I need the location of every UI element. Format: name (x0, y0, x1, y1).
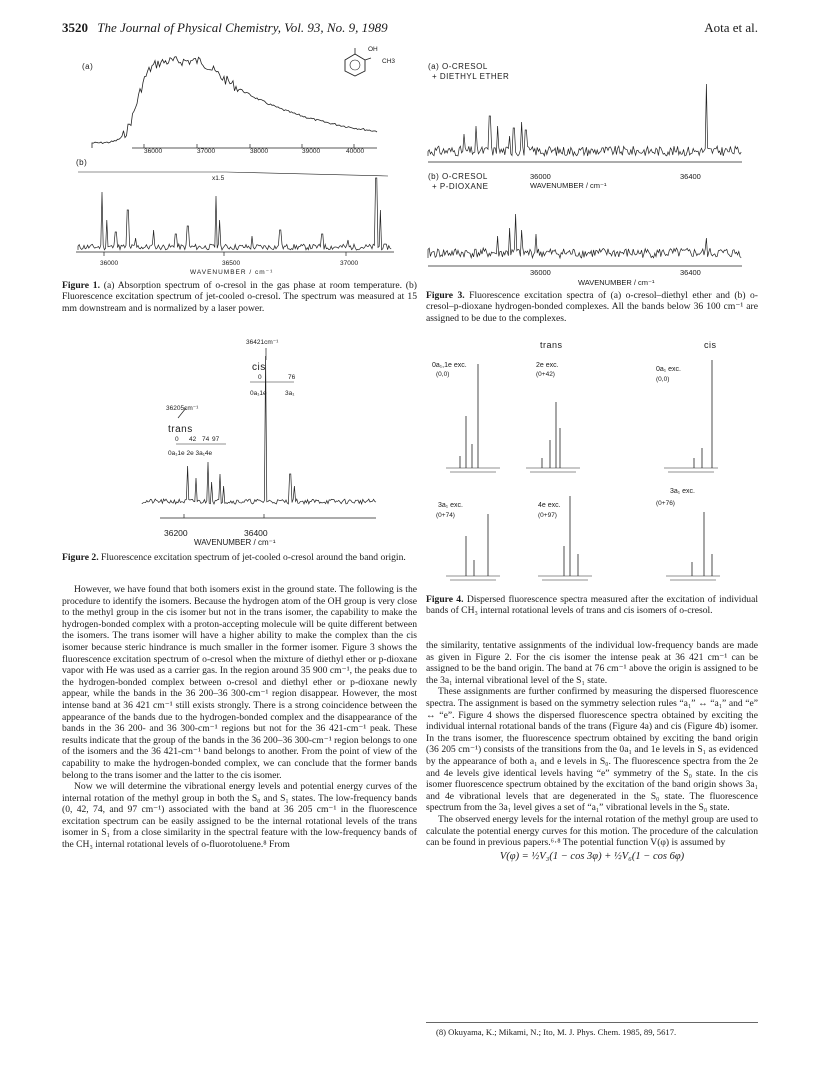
fig4-panel-sub: (0,0) (436, 371, 450, 378)
authors: Aota et al. (704, 20, 758, 35)
fig3b-trace (428, 214, 741, 258)
fig2-xlabel: WAVENUMBER / cm⁻¹ (194, 538, 276, 547)
fig4-caption (426, 594, 758, 617)
fig4-panel-title: 3a₁ exc. (438, 502, 463, 509)
fig1a-tick-label: 40000 (346, 148, 365, 155)
fig3a-spectrum (426, 78, 744, 174)
fig4-panel-sub: (0+76) (656, 500, 675, 507)
page-header (62, 20, 388, 36)
fig1a-tick-label: 37000 (197, 148, 216, 155)
fig2-trans-tick: 42 (189, 436, 197, 443)
fig4-panel-sub: (0+97) (538, 512, 557, 519)
fig3-tick-label: 36400 (680, 268, 701, 277)
paragraph: The observed energy levels for the internal rotation of the methyl group are used to calculate the potential energy curves for this motion. The procedure of the calculation can be found in previous papers.⁶·⁸ The potential function V(φ) is assumed by (426, 813, 758, 849)
fig1-panel-b-label: (b) (76, 158, 88, 167)
fig2-trans-tick: 0 (175, 436, 179, 443)
fig1-caption-label: Figure 1. (62, 280, 100, 291)
fig2-tick-label: 36400 (244, 528, 268, 538)
fig2-trans-tick: 74 (202, 436, 210, 443)
footnote-divider (426, 1022, 758, 1023)
fig2-cis-position: 36421cm⁻¹ (246, 339, 279, 346)
fig3-tick-label: 36000 (530, 268, 551, 277)
fig1a-tick-label: 39000 (302, 148, 321, 155)
fig4-panel-sub: (0+74) (436, 512, 455, 519)
reference: (8) Okuyama, K.; Mikami, N.; Ito, M. J. Phys. Chem. 1985, 89, 5617. (436, 1027, 677, 1037)
page-number: 3520 (62, 20, 88, 35)
fig3-caption-text: Fluorescence excitation spectra of (a) o-cresol–diethyl ether and (b) o-cresol–p-dioxane hydrogen-bonded complexes. All the bands below 36 100 cm⁻¹ are assigned to be due to the complexes. (426, 290, 758, 324)
fig1b-tick-label: 37000 (340, 260, 359, 267)
fig4-panel-title: 4e exc. (538, 502, 561, 509)
fig1-xlabel: WAVENUMBER / cm⁻¹ (190, 269, 274, 276)
fig4-dispersed-spectra (426, 350, 756, 594)
fig3-panel-b-line2: + P-DIOXANE (432, 182, 489, 191)
fig4-panel-title: 2e exc. (536, 362, 559, 369)
fig1b-trace (78, 178, 391, 250)
fig1b-scale-bracket (226, 172, 388, 176)
fig4-panel-title: 0a₁,1e exc. (432, 362, 467, 369)
paragraph: These assignments are further confirmed by measuring the dispersed fluorescence spectra. The assignment is based on the symmetry selection rules “a₁” ↔ “a₁” and “e” ↔ “e”. Figure 4 shows the dispersed fluorescence spectra obtained by exciting the individual internal rotational bands of the trans (Figure 4a) and cis (Figure 4b) isomer. In the trans isomer, the fluorescence spectrum obtained by exciting the band origin (36 205 cm⁻¹) consists of the transitions from the 0a₁ and 1e levels in S₁ as evidenced by the appearance of both a₁ and e levels in S₀. The fluorescence spectra from the 2e and 4e levels give identical levels having “e” symmetry of the S₀ state. In the cis isomer fluorescence spectrum obtained by the excitation of the band origin shows 3a₁ and 4e vibrational levels that are degenerated in the S₀ state. The fluorescence spectrum from the 3a₁ level gives a set of “a₁” vibrational levels in the S₀ state. (426, 686, 758, 814)
fig4-cis-label: cis (704, 340, 717, 350)
paragraph: However, we have found that both isomers exist in the ground state. The following is the procedure to identify the isomers. Because the hydrogen atom of the OH group is very close to the methyl group in the cis isomer but not in the trans isomer, the capability to make the hydrogen-bonded complex with a proton-accepting molecule will be quite different between the isomers. The trans isomer will have a higher ability to make the complex than the cis isomer because steric hindrance is much smaller in the former isomer. Figure 3 shows the fluorescence excitation spectrum of o-cresol when the mixture of diethyl ether or p-dioxane vapor with He was used as a carrier gas. In the region around 35 900 cm⁻¹, the peaks due to the hydrogen-bonded complex between o-cresol and diethyl ether or p-dioxane newly appear, while the bands in the 36 200–36 300-cm⁻¹ region disappear. However, the most intense band at 36 421 cm⁻¹ still exists strongly. There is a strong coincidence between the appearance of the bands due to the hydrogen-bonded complex and the disappearance of the bands in the 36 200- and 36 300-cm⁻¹ regions but not for the 36 421-cm⁻¹ peak. These results indicate that the group of the bands in the 36 200–36 300-cm⁻¹ region belongs to one of the isomers and the 36 421-cm⁻¹ band belongs to another. From the point of view of the capability to make the hydrogen-bonded complex, we can conclude that the former bands belong to the trans isomer and the latter to the cis isomer. (62, 584, 417, 781)
fig1-excitation-spectrum (76, 166, 394, 258)
fig2-trans-tick: 97 (212, 436, 220, 443)
fig1-absorption-spectrum (82, 48, 382, 163)
fig2-trans-bands: 0a₁1e 2e 3a₁4e (168, 450, 213, 457)
fig4-caption-text: Dispersed fluorescence spectra measured after the excitation of individual bands of CH₃ internal rotational levels of trans and cis isomers of o-cresol. (426, 594, 758, 617)
fig4-panel-sub: (0,0) (656, 376, 670, 383)
fig2-caption-label: Figure 2. (62, 552, 99, 563)
fig4-trans-label: trans (540, 340, 563, 350)
fig1b-tick-label: 36500 (222, 260, 241, 267)
fig2-caption-text: Fluorescence excitation spectrum of jet-cooled o-cresol around the band origin. (101, 552, 406, 563)
fig3-panel-b-line1: (b) O-CRESOL (428, 172, 488, 181)
fig2-trans-arrow (178, 408, 186, 418)
fig2-cis-band: 3a₁ (285, 390, 295, 397)
fig2-trace (142, 356, 376, 504)
fig1-ch3-label: CH3 (382, 58, 396, 65)
fig1b-tick-label: 36000 (100, 260, 119, 267)
paragraph: the similarity, tentative assignments of the individual low-frequency bands are made as given in Figure 2. For the cis isomer the intense peak at 36 421 cm⁻¹ can be assigned to be the band origin. The band at 76 cm⁻¹ above the origin is assigned to be the 3a₁ internal vibrational level of the S₁ state. (426, 640, 758, 686)
fig2-cis-tick: 0 (258, 374, 262, 381)
fig4-caption-label: Figure 4. (426, 594, 464, 605)
fig1a-tick-label: 36000 (144, 148, 163, 155)
absorption-trace (92, 57, 377, 148)
fig3-mid-xlabel: WAVENUMBER / cm⁻¹ (530, 181, 607, 190)
fig3-caption (426, 290, 758, 324)
fig1-panel-a-label: (a) (82, 62, 94, 71)
fig4-panel-title: 0a₁ exc. (656, 366, 681, 373)
fig2-caption (62, 552, 417, 563)
fig3-tick-label: 36000 (530, 172, 551, 181)
fig3b-spectrum (426, 192, 744, 272)
fig2-tick-label: 36200 (164, 528, 188, 538)
fig1-caption (62, 280, 417, 314)
fig1-inset-label: x1.5 (212, 175, 225, 182)
left-column-text (62, 584, 417, 851)
potential-equation: V(φ) = ½V₃(1 − cos 3φ) + ½V₆(1 − cos 6φ) (499, 850, 685, 862)
fig2-excitation-spectrum (140, 346, 380, 532)
fig1-oh-label: OH (368, 46, 378, 53)
right-column-text (426, 640, 758, 862)
fig2-trans-position: 36205cm⁻¹ (166, 405, 199, 412)
fig1a-tick-label: 38000 (250, 148, 269, 155)
fig1-caption-text: (a) Absorption spectrum of o-cresol in the gas phase at room temperature. (b) Fluorescence excitation spectrum of jet-cooled o-cresol. The spectrum was measured at 15 mm downstream and is normalized by a laser power. (62, 280, 417, 314)
fig4-panel-title: 3a₁ exc. (670, 488, 695, 495)
fig3-panel-a-line1: (a) O-CRESOL (428, 62, 488, 71)
fig3-tick-label: 36400 (680, 172, 701, 181)
fig2-cis-band: 0a₁1e (250, 390, 267, 397)
paragraph: Now we will determine the vibrational energy levels and potential energy curves of the internal rotation of the methyl group in both the S₀ and S₁ states. The low-frequency bands (0, 42, 74, and 97 cm⁻¹) associated with the band at 36 205 cm⁻¹ in the fluorescence excitation spectrum can be easily assigned to be the internal rotational levels of the trans isomer in S₁ from a close similarity in the spectral feature with the low-frequency bands of the CH₃ internal rotational levels of o-fluorotoluene.⁸ From (62, 781, 417, 851)
fig3-caption-label: Figure 3. (426, 290, 465, 301)
journal-name: The Journal of Physical Chemistry, Vol. 93, No. 9, 1989 (97, 20, 388, 35)
fig2-cis-tick: 76 (288, 374, 296, 381)
fig3a-trace (428, 84, 741, 156)
fig4-panel-sub: (0+42) (536, 371, 555, 378)
fig3-xlabel: WAVENUMBER / cm⁻¹ (578, 278, 655, 287)
fig2-cis-label: cis (252, 362, 266, 373)
fig2-trans-label: trans (168, 424, 193, 435)
fig3-panel-a-line2: + DIETHYL ETHER (432, 72, 510, 81)
